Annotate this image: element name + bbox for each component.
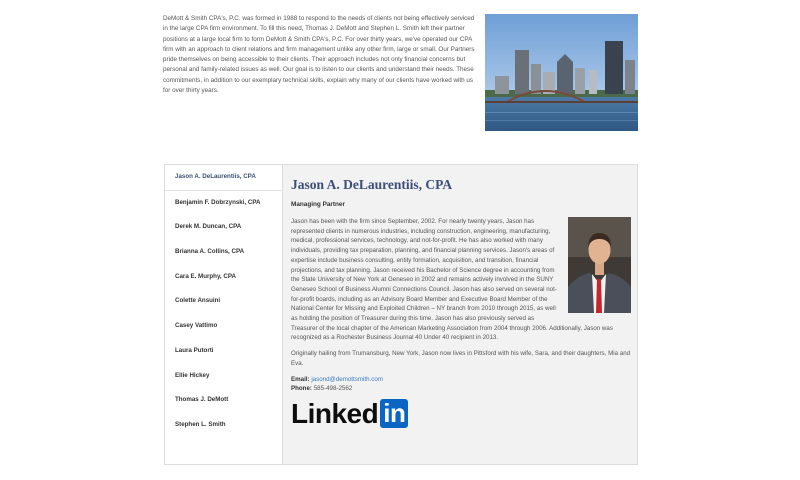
profile-name: Jason A. DeLaurentiis, CPA	[291, 177, 453, 192]
team-panel	[164, 164, 638, 465]
tab-thomas-demott[interactable]: Thomas J. DeMott	[175, 396, 229, 404]
profile-content	[282, 165, 637, 464]
tab-cara-murphy[interactable]: Cara E. Murphy, CPA	[175, 272, 236, 280]
profile-headshot	[568, 217, 631, 313]
email-link[interactable]: jasond@demottsmith.com	[311, 375, 383, 383]
team-tab-list	[165, 165, 283, 464]
tab-stephen-smith[interactable]: Stephen L. Smith	[175, 420, 226, 428]
tab-jason-delaurentiis[interactable]: Jason A. DeLaurentiis, CPA	[165, 165, 283, 191]
profile-bio-paragraph-2: Originally hailing from Trumansburg, New York, Jason now lives in Pittsford with his wife, Sara, and their daughters, Mia and Eva.	[291, 350, 631, 367]
linkedin-wordmark: Linked	[291, 397, 379, 429]
profile-bio	[291, 217, 631, 429]
intro-paragraph: DeMott & Smith CPA's, P.C. was formed in 1988 to respond to the needs of clients not being effectively serviced in the large CPA firm environment. To fill this need, Thomas J. DeMott and Stephen L. Smith left their partner positions at a large local firm to form DeMott & Smith CPA's, P.C. For over thirty years, we've operated our CPA firm with an approach to client relations and firm management unlike any other firm, large or small. Our Partners pride themselves on being accessible to their clients. Their approach includes not only financial concerns but personal and family-related issues as well. Our goal is to listen to our clients and understand their needs. These commitments, in addition to our exemplary technical skills, explain why many of our clients have worked with us for over thirty years.	[163, 15, 475, 95]
email-row	[291, 375, 631, 385]
profile-title: Managing Partner	[291, 201, 345, 208]
tab-brianna-collins[interactable]: Brianna A. Collins, CPA	[175, 248, 245, 256]
tab-laura-putorti[interactable]: Laura Putorti	[175, 346, 214, 354]
phone-row	[291, 384, 631, 394]
phone-label: Phone:	[291, 385, 312, 393]
profile-bio-paragraph-1: Jason has been with the firm since September, 2002. For nearly twenty years, Jason has represented clients in numerous industries, including construction, engineering, manufacturing, medical, professional services, technology, and not-for-profit. He has also worked with many individuals, providing tax preparation, planning, and financial planning services. Jason's areas of expertise include business consulting, entity formation, acquisition, and transition, financial projections, and tax planning. Jason received his Bachelor of Science degree in accounting from the State University of New York at Geneseo in 2002 and remains actively involved in the SUNY Geneseo School of Business Alumni Connections Council. Jason has also served on several not-for-profit boards, including as an Advisory Board Member and Executive Board Member of the National Center for Missing and Exploited Children – NY branch from 2010 through 2015, as well as holding the position of Treasurer during this time. Jason has also previously served as Treasurer of the local chapter of the American Marketing Association from 2004 through 2006. Additionally, Jason was recognized as a Rochester Business Journal 40 Under 40 recipient in 2013.	[291, 218, 613, 342]
tab-derek-duncan[interactable]: Derek M. Duncan, CPA	[175, 223, 242, 231]
phone-value: 585-498-2562	[313, 385, 353, 393]
tab-ellie-hickey[interactable]: Ellie Hickey	[175, 371, 210, 379]
linkedin-logo-link[interactable]	[291, 399, 631, 429]
city-skyline-photo	[485, 14, 638, 131]
tab-casey-vattimo[interactable]: Casey Vattimo	[175, 322, 218, 330]
profile-contact	[291, 375, 631, 394]
tab-colette-ansuini[interactable]: Colette Ansuini	[175, 297, 221, 305]
linkedin-in-icon: in	[380, 399, 408, 428]
email-label: Email:	[291, 375, 310, 383]
tab-benjamin-dobrzynski[interactable]: Benjamin F. Dobrzynski, CPA	[175, 198, 261, 206]
